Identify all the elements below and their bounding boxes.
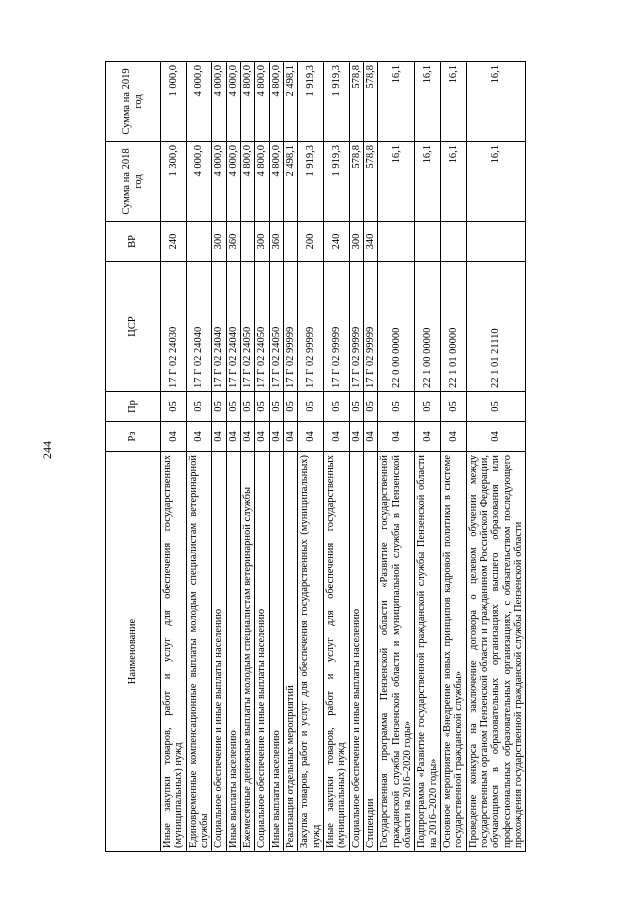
cell-sum-2019: 2 498,1 <box>283 62 297 142</box>
cell-sum-2018: 2 498,1 <box>283 142 297 222</box>
cell-rz: 04 <box>323 422 349 452</box>
table-row <box>466 62 526 852</box>
cell-pr: 05 <box>186 392 212 422</box>
cell-csr: 22 1 01 21110 <box>466 262 526 392</box>
table-row <box>363 62 377 852</box>
cell-sum-2019: 4 000,0 <box>212 62 226 142</box>
cell-sum-2018: 4 800,0 <box>255 142 269 222</box>
cell-name: Реализация отдельных мероприятий <box>283 452 297 852</box>
cell-vr: 300 <box>255 222 269 262</box>
header-pr: Пр <box>106 392 161 422</box>
cell-pr: 05 <box>269 392 283 422</box>
cell-sum-2019: 16,1 <box>466 62 526 142</box>
cell-sum-2018: 16,1 <box>440 142 466 222</box>
cell-rz: 04 <box>283 422 297 452</box>
cell-sum-2018: 1 919,3 <box>323 142 349 222</box>
cell-csr: 17 Г 02 24030 <box>161 262 187 392</box>
cell-sum-2018: 4 800,0 <box>269 142 283 222</box>
table-row <box>283 62 297 852</box>
cell-vr <box>466 222 526 262</box>
cell-sum-2019: 578,8 <box>363 62 377 142</box>
cell-sum-2019: 16,1 <box>440 62 466 142</box>
cell-sum-2018: 4 000,0 <box>226 142 240 222</box>
cell-sum-2018: 1 919,3 <box>298 142 324 222</box>
cell-sum-2019: 4 800,0 <box>240 62 254 142</box>
cell-pr: 05 <box>415 392 441 422</box>
table-row <box>161 62 187 852</box>
cell-vr <box>240 222 254 262</box>
cell-vr: 200 <box>298 222 324 262</box>
cell-rz: 04 <box>349 422 363 452</box>
cell-vr: 300 <box>212 222 226 262</box>
cell-name: Основное мероприятие «Внедрение новых принципов кадровой политики в системе государственной гражданской службы» <box>440 452 466 852</box>
cell-vr: 240 <box>161 222 187 262</box>
cell-sum-2019: 16,1 <box>415 62 441 142</box>
cell-sum-2019: 4 800,0 <box>255 62 269 142</box>
cell-vr <box>283 222 297 262</box>
cell-sum-2019: 1 919,3 <box>298 62 324 142</box>
cell-name: Единовременные компенсационные выплаты молодым специалистам ветеринарной службы <box>186 452 212 852</box>
cell-vr: 240 <box>323 222 349 262</box>
cell-pr: 05 <box>349 392 363 422</box>
table-row <box>440 62 466 852</box>
table-body <box>161 62 526 852</box>
cell-name: Иные выплаты населению <box>269 452 283 852</box>
page-number: 244 <box>40 441 54 459</box>
cell-name: Иные закупки товаров, работ и услуг для обеспечения государственных (муниципальных) нужд <box>323 452 349 852</box>
table-row <box>415 62 441 852</box>
cell-pr: 05 <box>240 392 254 422</box>
cell-name: Социальное обеспечение и иные выплаты населению <box>349 452 363 852</box>
cell-rz: 04 <box>298 422 324 452</box>
cell-sum-2018: 4 000,0 <box>186 142 212 222</box>
cell-sum-2019: 4 000,0 <box>226 62 240 142</box>
cell-rz: 04 <box>240 422 254 452</box>
cell-csr: 17 Г 02 99999 <box>298 262 324 392</box>
cell-pr: 05 <box>323 392 349 422</box>
cell-name: Ежемесячные денежные выплаты молодым специалистам ветеринарной службы <box>240 452 254 852</box>
header-vr: ВР <box>106 222 161 262</box>
cell-rz: 04 <box>255 422 269 452</box>
cell-csr: 17 Г 02 24050 <box>269 262 283 392</box>
table-row <box>378 62 415 852</box>
cell-sum-2019: 1 919,3 <box>323 62 349 142</box>
cell-name: Стипендии <box>363 452 377 852</box>
cell-pr: 05 <box>440 392 466 422</box>
cell-pr: 05 <box>466 392 526 422</box>
cell-pr: 05 <box>298 392 324 422</box>
cell-vr: 360 <box>269 222 283 262</box>
cell-sum-2018: 16,1 <box>415 142 441 222</box>
cell-sum-2018: 578,8 <box>363 142 377 222</box>
cell-pr: 05 <box>161 392 187 422</box>
cell-csr: 22 0 00 00000 <box>378 262 415 392</box>
cell-rz: 04 <box>161 422 187 452</box>
cell-csr: 17 Г 02 24050 <box>255 262 269 392</box>
cell-csr: 17 Г 02 24040 <box>186 262 212 392</box>
cell-vr <box>378 222 415 262</box>
cell-pr: 05 <box>226 392 240 422</box>
table-row <box>349 62 363 852</box>
cell-csr: 22 1 00 00000 <box>415 262 441 392</box>
header-sum-2018: Сумма на 2018 год <box>106 142 161 222</box>
cell-pr: 05 <box>378 392 415 422</box>
cell-pr: 05 <box>255 392 269 422</box>
cell-csr: 17 Г 02 24040 <box>212 262 226 392</box>
rotated-page-content <box>105 62 565 852</box>
cell-csr: 17 Г 02 24050 <box>240 262 254 392</box>
cell-rz: 04 <box>226 422 240 452</box>
cell-sum-2018: 16,1 <box>378 142 415 222</box>
cell-rz: 04 <box>415 422 441 452</box>
cell-sum-2018: 578,8 <box>349 142 363 222</box>
cell-sum-2018: 4 800,0 <box>240 142 254 222</box>
cell-vr <box>186 222 212 262</box>
cell-rz: 04 <box>212 422 226 452</box>
table-row <box>212 62 226 852</box>
cell-sum-2019: 578,8 <box>349 62 363 142</box>
cell-name: Государственная программа Пензенской области «Развитие государственной гражданской службы Пензенской области и муниципальной службы в Пензенской области на 2016–2020 годы» <box>378 452 415 852</box>
budget-table <box>105 61 526 852</box>
header-rz: Рз <box>106 422 161 452</box>
header-csr: ЦСР <box>106 262 161 392</box>
cell-name: Закупка товаров, работ и услуг для обеспечения государственных (муниципальных) нужд <box>298 452 324 852</box>
cell-name: Иные закупки товаров, работ и услуг для обеспечения государственных (муниципальных) нужд <box>161 452 187 852</box>
cell-pr: 05 <box>212 392 226 422</box>
cell-vr <box>415 222 441 262</box>
cell-csr: 17 Г 02 24040 <box>226 262 240 392</box>
cell-pr: 05 <box>363 392 377 422</box>
cell-sum-2018: 1 300,0 <box>161 142 187 222</box>
cell-csr: 17 Г 02 99999 <box>323 262 349 392</box>
cell-name: Социальное обеспечение и иные выплаты населению <box>255 452 269 852</box>
cell-rz: 04 <box>466 422 526 452</box>
cell-vr: 300 <box>349 222 363 262</box>
cell-sum-2019: 16,1 <box>378 62 415 142</box>
cell-vr <box>440 222 466 262</box>
table-row <box>240 62 254 852</box>
cell-csr: 17 Г 02 99999 <box>283 262 297 392</box>
cell-csr: 17 Г 02 99999 <box>349 262 363 392</box>
cell-name: Проведение конкурса на заключение договора о целевом обучении между государственным органом Пензенской области и гражданином Российской Федерации, обучающимся в образовательных организациях высшего образования или профессиональных образовательных организациях, с обязательством последующего прохождения государственной гражданской службы Пензенской области <box>466 452 526 852</box>
cell-name: Подпрограмма «Развитие государственной гражданской службы Пензенской области на 2016–2020 годы» <box>415 452 441 852</box>
cell-name: Социальное обеспечение и иные выплаты населению <box>212 452 226 852</box>
header-name: Наименование <box>106 452 161 852</box>
table-row <box>255 62 269 852</box>
table-row <box>186 62 212 852</box>
cell-sum-2019: 1 000,0 <box>161 62 187 142</box>
cell-vr: 360 <box>226 222 240 262</box>
cell-csr: 22 1 01 00000 <box>440 262 466 392</box>
cell-rz: 04 <box>440 422 466 452</box>
table-row <box>226 62 240 852</box>
cell-rz: 04 <box>186 422 212 452</box>
cell-pr: 05 <box>283 392 297 422</box>
table-row <box>298 62 324 852</box>
header-sum-2019: Сумма на 2019 год <box>106 62 161 142</box>
cell-sum-2018: 16,1 <box>466 142 526 222</box>
cell-csr: 17 Г 02 99999 <box>363 262 377 392</box>
table-header <box>106 62 161 852</box>
cell-rz: 04 <box>269 422 283 452</box>
cell-rz: 04 <box>363 422 377 452</box>
cell-sum-2019: 4 800,0 <box>269 62 283 142</box>
cell-vr: 340 <box>363 222 377 262</box>
table-row <box>269 62 283 852</box>
cell-rz: 04 <box>378 422 415 452</box>
table-row <box>323 62 349 852</box>
cell-name: Иные выплаты населению <box>226 452 240 852</box>
cell-sum-2019: 4 000,0 <box>186 62 212 142</box>
cell-sum-2018: 4 000,0 <box>212 142 226 222</box>
